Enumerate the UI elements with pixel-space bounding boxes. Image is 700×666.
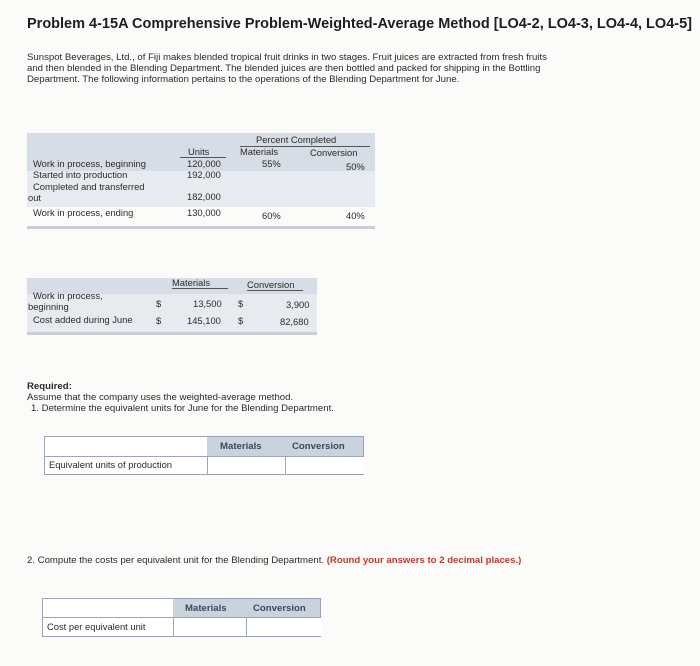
row-wip-ending-materials: 60% xyxy=(262,210,281,221)
required-heading: Required: xyxy=(27,381,72,392)
conversion-header: Conversion xyxy=(310,147,358,158)
row-started-units: 192,000 xyxy=(187,169,221,180)
row-wip-ending-label: Work in process, ending xyxy=(33,207,134,218)
table1-bottom-rule xyxy=(27,226,375,229)
row-wip-beginning-units: 120,000 xyxy=(187,158,221,169)
required-assumption: Assume that the company uses the weighted-average method. xyxy=(27,392,294,403)
answer1-materials-header: Materials xyxy=(220,441,262,452)
problem-intro: Sunspot Beverages, Ltd., of Fiji makes blended tropical fruit drinks in two stages. Fruit juices are extracted from fresh fruits and then blended in the Blending Department. The blended juices are then bottled and packed for shipping in the Bottling Department. The following information pertains to the operations of the Blending Department for June. xyxy=(27,52,547,85)
row-wip-ending-units: 130,000 xyxy=(187,207,221,218)
answer2-conversion-header: Conversion xyxy=(253,603,306,614)
table2-conversion-underline xyxy=(247,290,303,291)
materials-header: Materials xyxy=(240,146,279,157)
row-wip-beginning-label: Work in process, beginning xyxy=(33,158,146,169)
answer2-materials-header: Materials xyxy=(185,603,227,614)
t2-row1-conversion: 3,900 xyxy=(286,299,310,310)
table2-materials-header: Materials xyxy=(172,277,211,288)
row-wip-beginning-materials: 55% xyxy=(262,158,281,169)
equivalent-units-materials-input[interactable] xyxy=(207,457,286,474)
equivalent-units-conversion-input[interactable] xyxy=(285,457,364,474)
row-started-label: Started into production xyxy=(33,169,128,180)
t2-row2-currency-2: $ xyxy=(238,315,244,326)
page-title: Problem 4-15A Comprehensive Problem-Weighted-Average Method [LO4-2, LO4-3, LO4-4, LO4-5] xyxy=(27,16,692,32)
table2-materials-underline xyxy=(172,288,228,289)
row-completed-label-2: out xyxy=(28,192,42,203)
requirement-1: 1. Determine the equivalent units for June for the Blending Department. xyxy=(31,403,334,414)
t2-row2-currency-1: $ xyxy=(156,315,162,326)
t2-row2-label: Cost added during June xyxy=(33,314,133,325)
t2-row1-currency-1: $ xyxy=(156,298,162,309)
required-section xyxy=(27,381,587,414)
equivalent-units-label: Equivalent units of production xyxy=(49,459,172,470)
row-wip-beginning-conversion: 50% xyxy=(346,161,365,172)
row-completed-label-1: Completed and transferred xyxy=(33,181,145,192)
answer1-conversion-header: Conversion xyxy=(292,441,345,452)
question-2 xyxy=(27,555,547,566)
cost-per-unit-label: Cost per equivalent unit xyxy=(47,621,146,632)
table2-bottom-rule xyxy=(27,332,317,335)
row-completed-units: 182,000 xyxy=(187,191,221,202)
rounding-note: (Round your answers to 2 decimal places.) xyxy=(326,555,522,566)
t2-row2-conversion: 82,680 xyxy=(280,316,309,327)
question-2-text: 2. Compute the costs per equivalent unit for the Blending Department. xyxy=(27,555,325,566)
t2-row1-materials: 13,500 xyxy=(193,298,222,309)
cost-per-unit-conversion-input[interactable] xyxy=(246,618,321,636)
row-wip-ending-conversion: 40% xyxy=(346,210,365,221)
t2-row1-currency-2: $ xyxy=(238,298,244,309)
t2-row2-materials: 145,100 xyxy=(187,315,221,326)
t2-row1-label-2: beginning xyxy=(28,301,69,312)
units-header: Units xyxy=(188,146,210,157)
t2-row1-label-1: Work in process, xyxy=(33,290,103,301)
cost-per-unit-materials-input[interactable] xyxy=(173,618,247,636)
percent-completed-header: Percent Completed xyxy=(256,134,337,145)
answer-table-2 xyxy=(42,598,321,637)
table2-conversion-header: Conversion xyxy=(247,279,295,290)
answer-table-1 xyxy=(44,436,364,475)
